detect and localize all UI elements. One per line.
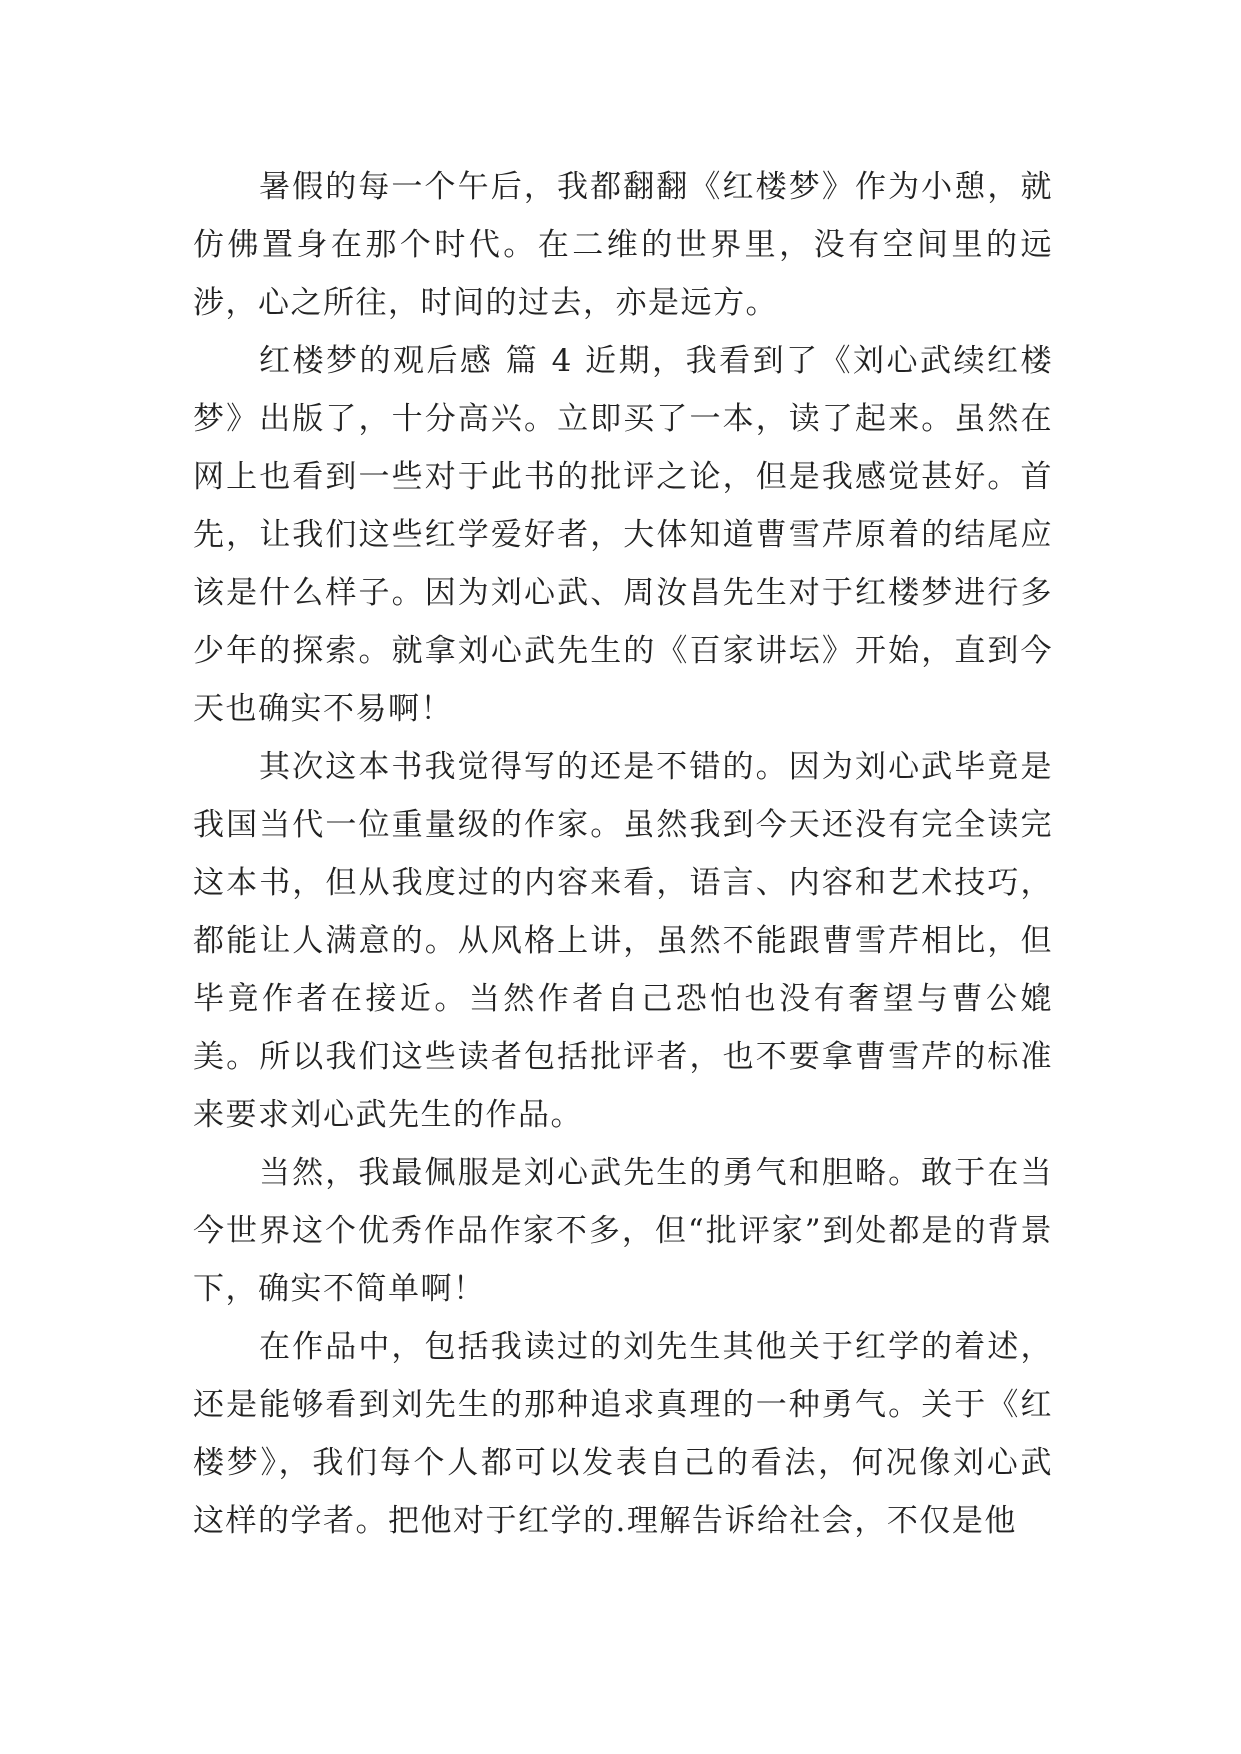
paragraph-2: 红楼梦的观后感 篇 4 近期，我看到了《刘心武续红楼梦》出版了，十分高兴。立即买了一本，读了起来。虽然在网上也看到一些对于此书的批评之论，但是我感觉甚好。首先，让我们这些红学爱好者，大体知道曹雪芹原着的结尾应该是什么样子。因为刘心武、周汝昌先生对于红楼梦进行多少年的探索。就拿刘心武先生的《百家讲坛》开始，直到今天也确实不易啊！ — [193, 343, 1053, 727]
paragraph-1: 暑假的每一个午后，我都翻翻《红楼梦》作为小憩，就仿佛置身在那个时代。在二维的世界里，没有空间里的远涉，心之所往，时间的过去，亦是远方。 — [193, 169, 1053, 321]
paragraph-3: 其次这本书我觉得写的还是不错的。因为刘心武毕竟是我国当代一位重量级的作家。虽然我到今天还没有完全读完这本书，但从我度过的内容来看，语言、内容和艺术技巧，都能让人满意的。从风格上讲，虽然不能跟曹雪芹相比，但毕竟作者在接近。当然作者自己恐怕也没有奢望与曹公媲美。所以我们这些读者包括批评者，也不要拿曹雪芹的标准来要求刘心武先生的作品。 — [193, 749, 1053, 1133]
paragraph-4: 当然，我最佩服是刘心武先生的勇气和胆略。敢于在当今世界这个优秀作品作家不多，但“批评家”到处都是的背景下，确实不简单啊！ — [193, 1155, 1053, 1307]
paragraph-5: 在作品中，包括我读过的刘先生其他关于红学的着述，还是能够看到刘先生的那种追求真理的一种勇气。关于《红楼梦》，我们每个人都可以发表自己的看法，何况像刘心武这样的学者。把他对于红学的.理解告诉给社会，不仅是他 — [193, 1329, 1053, 1539]
document-body — [193, 158, 1053, 1550]
